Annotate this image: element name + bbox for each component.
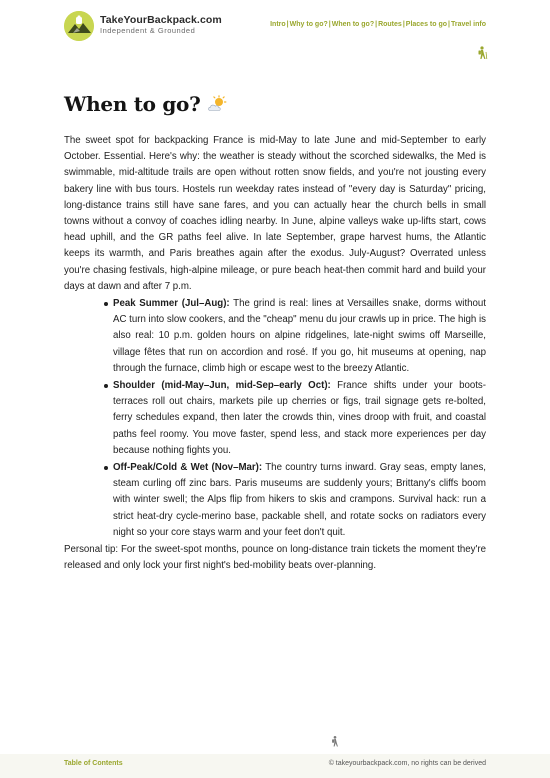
hiker-icon bbox=[476, 46, 488, 60]
page-header bbox=[0, 0, 550, 46]
backpack-logo-icon[interactable] bbox=[64, 11, 94, 41]
page-footer bbox=[0, 754, 550, 778]
hiker-icon bbox=[330, 735, 340, 748]
sun-behind-cloud-icon bbox=[207, 95, 227, 113]
nav-separator: | bbox=[286, 21, 289, 28]
nav-separator: | bbox=[402, 21, 405, 28]
brand-tagline: Independent & Grounded bbox=[100, 26, 196, 35]
nav-separator: | bbox=[328, 21, 331, 28]
season-list bbox=[104, 296, 486, 541]
title-row bbox=[64, 92, 227, 116]
list-item bbox=[104, 460, 486, 541]
nav-why-to-go[interactable]: Why to go? bbox=[289, 21, 328, 28]
page-title: When to go? bbox=[64, 92, 201, 116]
top-navigation bbox=[270, 21, 486, 28]
brand-name[interactable]: TakeYourBackpack.com bbox=[100, 14, 222, 26]
article-body bbox=[64, 133, 486, 574]
list-item bbox=[104, 296, 486, 377]
nav-separator: | bbox=[375, 21, 378, 28]
nav-separator: | bbox=[448, 21, 450, 28]
intro-paragraph: The sweet spot for backpacking France is mid-May to late June and mid-September to early October. Essential. Here's why: the weather is steady without the scorched sidewalks, the Med is swimmable, mid-altitude trails are open without rotten snow fields, and you're not jousting every bakery line with bus tours. Hostels run weekday rates instead of "every day is Saturday" pricing, long-distance trains still have sane fares, and you can actually hear the church bells in small towns without a convoy of coaches idling nearby. In June, alpine valleys wake up-lifts start, cows head uphill, and the GR paths feel alive. In late September, grape harvest hums, the Atlantic keeps its warmth, and Paris breathes again after the exodus. July-August? Overrated unless you're chasing festivals, high-alpine mileage, or pure beach heat-then commit hard and build your days at dawn and after 7 p.m. bbox=[64, 135, 486, 292]
copyright-note: © takeyourbackpack.com, no rights can be derived bbox=[328, 760, 486, 767]
nav-when-to-go[interactable]: When to go? bbox=[331, 21, 375, 28]
bullet-heading: Off-Peak/Cold & Wet (Nov–Mar): bbox=[113, 462, 263, 474]
nav-travel-info[interactable]: Travel info bbox=[450, 21, 486, 28]
nav-places-to-go[interactable]: Places to go bbox=[405, 21, 448, 28]
table-of-contents-link[interactable]: Table of Contents bbox=[64, 760, 123, 767]
personal-tip: Personal tip: For the sweet-spot months, pounce on long-distance train tickets the moment they're released and only lock your first night's bed-mobility beats over-planning. bbox=[64, 544, 486, 572]
bullet-heading: Shoulder (mid-May–Jun, mid-Sep–early Oct): bbox=[113, 380, 331, 392]
bullet-text: France shifts under your boots-terraces roll out chairs, markets pile up cherries or figs, trail signage gets re-bolted, ferry schedules expand, then later the crowds thin, vines droop with fruit, and coastal paths feel roomy. You move faster, spend less, and stack more experiences per day because nothing fights you. bbox=[113, 380, 486, 456]
bullet-heading: Peak Summer (Jul–Aug): bbox=[113, 298, 230, 310]
bullet-text: The country turns inward. Gray seas, empty lanes, steam curling off zinc bars. Paris museums are suddenly yours; Brittany's cliffs boom with winter swell; the Alps flip from hikers to skis and crampons. Survival hack: run a strict heat-dry cycle-merino base, packable shell, and rotate socks on radiators every night so your core stays warm and your feet don't quit. bbox=[113, 462, 486, 538]
bullet-text: The grind is real: lines at Versailles snake, dorms without AC turn into slow cookers, and the "cheap" menu du jour crawls up in price. The high is also real: 10 p.m. golden hours on alpine ridgelines, late-night swims off Marseille, village fêtes that run on accordion and rosé. If you go, hit museums at opening, nap through the furnace, climb high or escape west to the breezy Atlantic. bbox=[113, 298, 486, 374]
list-item bbox=[104, 378, 486, 459]
nav-routes[interactable]: Routes bbox=[378, 21, 402, 28]
nav-intro[interactable]: Intro bbox=[270, 21, 286, 28]
